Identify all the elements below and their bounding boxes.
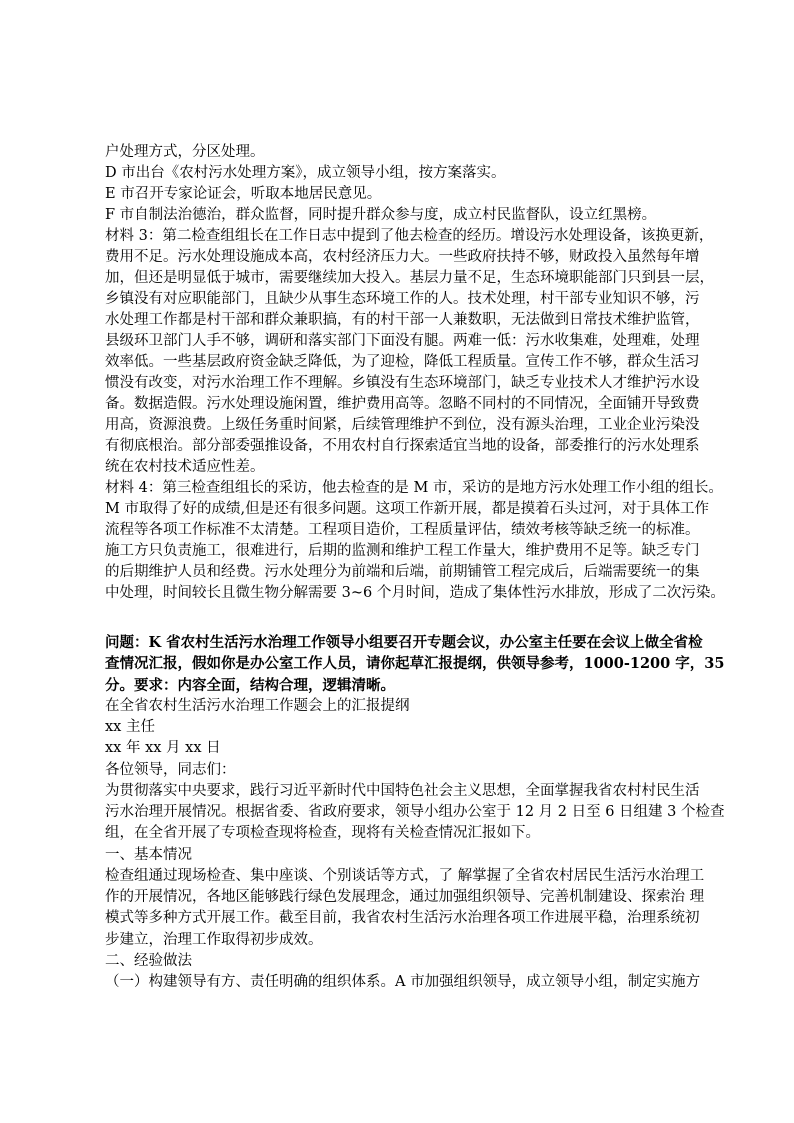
answer-line: 污水治理开展情况。根据省委、省政府要求，领导小组办公室于 12 月 2 日至 6 日组建 3 个检查 xyxy=(105,804,725,820)
answer-line: 各位领导，同志们： xyxy=(105,761,236,778)
answer-line: （一）构建领导有方、责任明确的组织体系。A 市加强组织领导，成立领导小组，制定实施方 xyxy=(105,974,701,990)
question-line: 查情况汇报，假如你是办公室工作人员，请你起草汇报提纲，供领导参考，1000-1200 字，35 xyxy=(105,655,725,673)
text-line: 流程等各项工作标准不太清楚。工程项目造价，工程质量评估，绩效考核等缺乏统一的标准。 xyxy=(105,522,700,538)
answer-line: 二、经验做法 xyxy=(105,952,192,969)
answer-line: xx 主任 xyxy=(105,719,155,735)
answer-line: 为贯彻落实中央要求，践行习近平新时代中国特色社会主义思想，全面掌握我省农村村民生活 xyxy=(105,782,700,799)
text-line: 材料 3：第二检查组组长在工作日志中提到了他去检查的经历。增设污水处理设备，该换更新， xyxy=(105,228,714,244)
question-line: 问题：K 省农村生活污水治理工作领导小组要召开专题会议，办公室主任要在会议上做全省检 xyxy=(105,634,703,651)
blank-line xyxy=(105,604,705,632)
text-line: F 市自制法治德治，群众监督，同时提升群众参与度，成立村民监督队，设立红黑榜。 xyxy=(105,207,657,223)
answer-line: 在全省农村生活污水治理工作题会上的汇报提纲 xyxy=(105,697,410,714)
text-line: 用高，资源浪费。上级任务重时间紧，后续管理维护不到位，没有源头治理，工业企业污染没 xyxy=(105,417,700,433)
text-line: 加，但还是明显低于城市，需要继续加大投入。基层力量不足，生态环境职能部门只到县一层， xyxy=(105,270,714,286)
answer-line: 一、基本情况 xyxy=(105,846,192,863)
answer-outline xyxy=(105,696,725,994)
text-line: 中处理，时间较长且微生物分解需要 3~6 个月时间，造成了集体性污水排放，形成了二次污染。 xyxy=(105,585,725,601)
answer-line: 检查组通过现场检查、集中座谈、个别谈话等方式，了 解掌握了全省农村居民生活污水治理工 xyxy=(105,867,705,884)
question-prompt xyxy=(105,632,725,696)
text-line: 统在农村技术适应性差。 xyxy=(105,459,265,475)
text-line: 有彻底根治。部分部委强推设备，不用农村自行探索适宜当地的设备，部委推行的污水处理系 xyxy=(105,438,700,454)
material-section xyxy=(105,142,725,604)
text-line: 费用不足。污水处理设施成本高，农村经济压力大。一些政府扶持不够，财政投入虽然每年增 xyxy=(105,249,700,265)
text-line: 备。数据造假。污水处理设施闲置，维护费用高等。忽略不同村的不同情况，全面铺开导致费 xyxy=(105,396,700,412)
text-line: 效率低。一些基层政府资金缺乏降低，为了迎检，降低工程质量。宣传工作不够，群众生活习 xyxy=(105,354,700,370)
text-line: D 市出台《农村污水处理方案》，成立领导小组，按方案落实。 xyxy=(105,165,506,181)
answer-line: 组，在全省开展了专项检查现将检查，现将有关检查情况汇报如下。 xyxy=(105,825,540,842)
text-line: 的后期维护人员和经费。污水处理分为前端和后端，前期铺管工程完成后，后端需要统一的集 xyxy=(105,564,700,580)
text-line: 水处理工作都是村干部和群众兼职搞，有的村干部一人兼数职，无法做到日常技术维护监管， xyxy=(105,312,700,328)
answer-line: 作的开展情况，各地区能够践行绿色发展理念，通过加强组织领导、完善机制建设、探索治 理 xyxy=(105,889,705,905)
text-line: E 市召开专家论证会，听取本地居民意见。 xyxy=(105,186,382,202)
answer-line: 步建立，治理工作取得初步成效。 xyxy=(105,931,323,948)
text-line: M 市取得了好的成绩,但是还有很多问题。这项工作新开展，都是摸着石头过河，对于具体工作 xyxy=(105,501,710,517)
answer-line: 模式等多种方式开展工作。截至目前，我省农村生活污水治理各项工作进展平稳，治理系统初 xyxy=(105,910,700,927)
text-line: 乡镇没有对应职能部门，且缺少从事生态环境工作的人。技术处理，村干部专业知识不够，污 xyxy=(105,291,700,307)
question-line: 分。要求：内容全面，结构合理，逻辑清晰。 xyxy=(105,676,395,694)
text-line: 县级环卫部门人手不够，调研和落实部门下面没有腿。两难一低：污水收集难，处理难，处理 xyxy=(105,333,700,349)
text-line: 材料 4：第三检查组组长的采访，他去检查的是 M 市，采访的是地方污水处理工作小组的组长。 xyxy=(105,480,723,496)
text-line: 户处理方式，分区处理。 xyxy=(105,144,265,160)
document-page xyxy=(105,142,725,993)
text-line: 施工方只负责施工，很难进行，后期的监测和维护工程工作量大，维护费用不足等。缺乏专门 xyxy=(105,543,700,559)
text-line: 惯没有改变，对污水治理工作不理解。乡镇没有生态环境部门，缺乏专业技术人才维护污水设 xyxy=(105,375,700,391)
answer-line: xx 年 xx 月 xx 日 xyxy=(105,740,221,757)
